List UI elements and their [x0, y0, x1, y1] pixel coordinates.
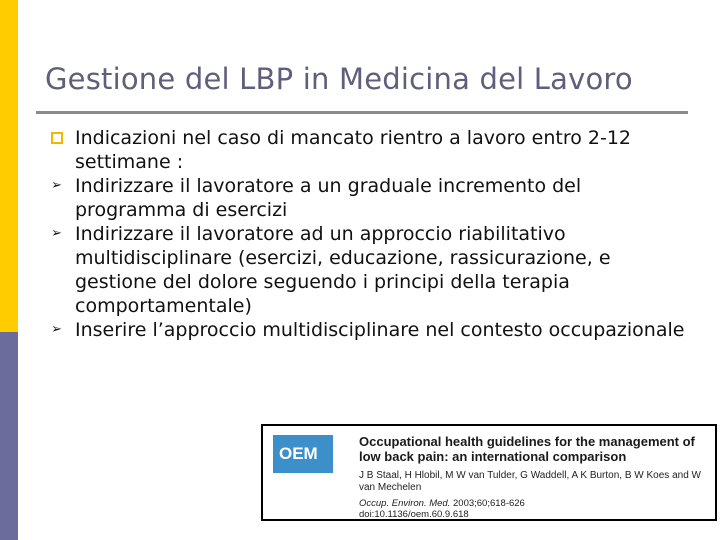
citation-box [261, 424, 717, 521]
arrow-bullet-icon: ➢ [51, 322, 62, 337]
bullet-text: Indicazioni nel caso di mancato rientro a lavoro entro 2-12 settimane : [75, 127, 632, 173]
bullet-text: Indirizzare il lavoratore a un graduale incremento del programma di esercizi [75, 175, 582, 221]
slide-title: Gestione del LBP in Medicina del Lavoro [45, 62, 633, 96]
citation-journal: Occup. Environ. Med. [359, 498, 451, 509]
bullet-list [50, 126, 690, 342]
citation-authors: J B Staal, H Hlobil, M W van Tulder, G Waddell, A K Burton, B W Koes and W van Mechelen [359, 470, 701, 493]
citation-doi: doi:10.1136/oem.60.9.618 [359, 509, 469, 520]
side-accent-bar [0, 0, 18, 540]
bullet-item [50, 174, 690, 222]
accent-bar-yellow [0, 0, 18, 332]
square-bullet-icon [51, 126, 67, 150]
citation-title: Occupational health guidelines for the management of low back pain: an international comparison [359, 434, 695, 464]
bullet-item [50, 318, 690, 342]
oem-journal-logo: OEM [273, 435, 333, 473]
citation-details: 2003;60;618-626 [453, 498, 525, 509]
bullet-item [50, 222, 690, 318]
accent-bar-purple [0, 332, 18, 540]
bullet-text: Inserire l’approccio multidisciplinare nel contesto occupazionale [75, 319, 685, 341]
arrow-bullet-icon: ➢ [51, 178, 62, 193]
bullet-text: Indirizzare il lavoratore ad un approccio riabilitativo multidisciplinare (esercizi, educazione, rassicurazione, e gestione del dolore seguendo i principi della terapia comportamentale) [75, 223, 611, 317]
arrow-bullet-icon: ➢ [51, 226, 62, 241]
bullet-item [50, 126, 690, 174]
title-underline [36, 111, 688, 114]
citation-journal-line [359, 498, 704, 520]
